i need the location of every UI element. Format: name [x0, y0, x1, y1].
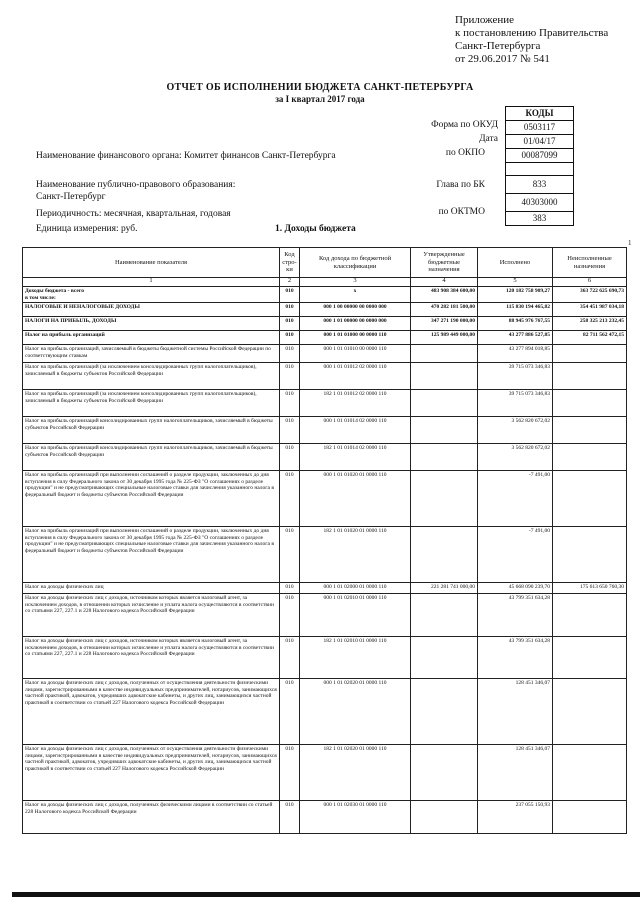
- row-line-code: 010: [280, 287, 300, 303]
- row-approved: 483 908 384 600,00: [411, 287, 478, 303]
- row-name: Налог на прибыль организаций, зачисляемый в бюджеты бюджетной системы Российской Федерации по соответствующим ставкам: [23, 345, 280, 363]
- row-name: Налог на доходы физических лиц с доходов, полученных от осуществления деятельности физическими лицами, зарегистрированными в качестве индивидуальных предпринимателей, нотариусов, занимающихся частной практикой, адвокатов, учредивших адвокатские кабинеты, и других лиц, занимающихся частной практикой в соответствии со статьей 227 Налогового кодекса Российской Федерации: [23, 745, 280, 801]
- row-line-code: 010: [280, 317, 300, 331]
- codes-box: [505, 106, 574, 226]
- row-executed: 120 182 758 909,27: [478, 287, 553, 303]
- bk-label: Глава по БК: [436, 180, 485, 190]
- row-income-code: x: [300, 287, 411, 303]
- row-income-code: 182 1 01 02020 01 0000 110: [300, 745, 411, 801]
- row-executed: 115 830 194 465,82: [478, 303, 553, 317]
- row-approved: [411, 637, 478, 679]
- row-unexecuted: [553, 745, 627, 801]
- col-number: 3: [300, 278, 411, 287]
- table-row: [23, 345, 627, 363]
- row-line-code: 010: [280, 363, 300, 390]
- row-executed: 39 715 073 346,83: [478, 363, 553, 390]
- col-header-executed: Исполнено: [478, 248, 553, 278]
- col-header-line: Код стро-ки: [280, 248, 300, 278]
- finance-organ-name: Наименование финансового органа: Комитет финансов Санкт-Петербурга: [36, 151, 336, 161]
- row-income-code: 000 1 01 01014 02 0000 110: [300, 417, 411, 444]
- codes-header: КОДЫ: [506, 107, 573, 121]
- table-row: [23, 583, 627, 594]
- table-row: [23, 444, 627, 471]
- row-executed: 3 562 820 672,02: [478, 417, 553, 444]
- scan-edge: [12, 892, 640, 897]
- row-approved: 125 989 449 000,00: [411, 331, 478, 345]
- row-name: Налог на прибыль организаций: [23, 331, 280, 345]
- report-period: за I квартал 2017 года: [275, 94, 365, 104]
- row-executed: 88 945 976 767,55: [478, 317, 553, 331]
- table-row: [23, 594, 627, 637]
- row-income-code: 000 1 01 02020 01 0000 110: [300, 679, 411, 745]
- row-name: НАЛОГОВЫЕ И НЕНАЛОГОВЫЕ ДОХОДЫ: [23, 303, 280, 317]
- appendix-line: Санкт-Петербурга: [455, 40, 541, 52]
- income-table: [22, 247, 627, 834]
- row-unexecuted: 363 722 625 690,73: [553, 287, 627, 303]
- row-approved: [411, 471, 478, 527]
- okpo-code: 00087099: [506, 149, 573, 163]
- entity-name: Санкт-Петербург: [36, 192, 106, 202]
- col-header-unexecuted: Неисполненные назначения: [553, 248, 627, 278]
- row-income-code: 182 1 01 02010 01 0000 110: [300, 637, 411, 679]
- row-income-code: 000 1 00 00000 00 0000 000: [300, 303, 411, 317]
- table-row: [23, 801, 627, 834]
- row-line-code: 010: [280, 471, 300, 527]
- section-title: 1. Доходы бюджета: [275, 224, 356, 234]
- page-mark: 1: [628, 239, 632, 247]
- row-unexecuted: [553, 527, 627, 583]
- row-name: Налог на прибыль организаций консолидированных групп налогоплательщиков, зачисляемый в бюджеты субъектов Российской Федерации: [23, 417, 280, 444]
- col-number: 2: [280, 278, 300, 287]
- row-line-code: 010: [280, 745, 300, 801]
- row-unexecuted: [553, 444, 627, 471]
- row-executed: 43 277 886 527,85: [478, 331, 553, 345]
- row-income-code: 000 1 01 01020 01 0000 110: [300, 471, 411, 527]
- date-code: 01/04/17: [506, 135, 573, 149]
- col-header-code: Код дохода по бюджетной классификации: [300, 248, 411, 278]
- table-row: [23, 331, 627, 345]
- row-line-code: 010: [280, 801, 300, 834]
- row-unexecuted: [553, 679, 627, 745]
- col-number: 5: [478, 278, 553, 287]
- row-unexecuted: 258 325 213 232,45: [553, 317, 627, 331]
- row-approved: [411, 363, 478, 390]
- row-unexecuted: [553, 390, 627, 417]
- appendix-line: Приложение: [455, 14, 515, 26]
- row-line-code: 010: [280, 527, 300, 583]
- row-approved: 347 271 190 000,00: [411, 317, 478, 331]
- row-income-code: 182 1 01 01014 02 0000 110: [300, 444, 411, 471]
- okud-label: Форма по ОКУД: [431, 120, 498, 130]
- row-executed: 128 451 346,07: [478, 745, 553, 801]
- table-row: [23, 527, 627, 583]
- row-name: Налог на прибыль организаций (за исключением консолидированных групп налогоплательщиков), зачисляемый в бюджеты субъектов Российской Федерации: [23, 363, 280, 390]
- entity-name-label: Наименование публично-правового образования:: [36, 180, 236, 190]
- row-executed: -7 491,00: [478, 471, 553, 527]
- row-approved: [411, 345, 478, 363]
- table-row: [23, 287, 627, 303]
- row-income-code: 182 1 01 01012 02 0000 110: [300, 390, 411, 417]
- row-name: Налог на доходы физических лиц: [23, 583, 280, 594]
- row-line-code: 010: [280, 417, 300, 444]
- table-body: [23, 287, 627, 834]
- row-approved: 470 282 181 500,00: [411, 303, 478, 317]
- row-approved: [411, 679, 478, 745]
- row-unexecuted: [553, 801, 627, 834]
- table-row: [23, 390, 627, 417]
- row-unexecuted: [553, 471, 627, 527]
- row-income-code: 000 1 01 02010 01 0000 110: [300, 594, 411, 637]
- col-header-approved: Утвержденные бюджетные назначения: [411, 248, 478, 278]
- row-approved: [411, 594, 478, 637]
- codes-blank: [506, 163, 573, 176]
- row-approved: [411, 527, 478, 583]
- row-executed: 43 277 894 018,85: [478, 345, 553, 363]
- oktmo-code: 40303000: [506, 194, 573, 212]
- row-line-code: 010: [280, 444, 300, 471]
- table-row: [23, 417, 627, 444]
- okud-code: 0503117: [506, 121, 573, 135]
- row-executed: 237 055 150,93: [478, 801, 553, 834]
- row-unexecuted: [553, 594, 627, 637]
- row-executed: 3 562 820 672,02: [478, 444, 553, 471]
- row-unexecuted: 175 613 650 760,30: [553, 583, 627, 594]
- table-row: [23, 745, 627, 801]
- col-number: 1: [23, 278, 280, 287]
- table-row: [23, 679, 627, 745]
- date-label: Дата: [479, 134, 498, 144]
- row-name: Налог на доходы физических лиц с доходов, источником которых является налоговый агент, за исключением доходов, в отношении которых исчисление и уплата налога осуществляются в соответствии со статьями 227, 227.1 и 228 Налогового кодекса Российской Федерации: [23, 637, 280, 679]
- table-row: [23, 363, 627, 390]
- table-row: [23, 471, 627, 527]
- row-income-code: 000 1 01 02000 01 0000 110: [300, 583, 411, 594]
- row-income-code: 182 1 01 01020 01 0000 110: [300, 527, 411, 583]
- row-line-code: 010: [280, 594, 300, 637]
- okpo-label: по ОКПО: [445, 148, 485, 158]
- row-executed: 128 451 346,07: [478, 679, 553, 745]
- row-income-code: 000 1 01 01012 02 0000 110: [300, 363, 411, 390]
- row-name: Налог на прибыль организаций (за исключением консолидированных групп налогоплательщиков), зачисляемый в бюджеты субъектов Российской Федерации: [23, 390, 280, 417]
- table-row: [23, 317, 627, 331]
- row-line-code: 010: [280, 637, 300, 679]
- row-income-code: 000 1 01 00000 00 0000 000: [300, 317, 411, 331]
- row-name: Налог на доходы физических лиц с доходов, полученных физическими лицами в соответствии со статьей 228 Налогового кодекса Российской Федерации: [23, 801, 280, 834]
- row-line-code: 010: [280, 345, 300, 363]
- table-row: [23, 303, 627, 317]
- row-unexecuted: 82 711 562 472,15: [553, 331, 627, 345]
- row-approved: [411, 801, 478, 834]
- appendix-line: от 29.06.2017 № 541: [455, 53, 550, 65]
- row-unexecuted: [553, 363, 627, 390]
- row-approved: [411, 745, 478, 801]
- row-line-code: 010: [280, 583, 300, 594]
- row-executed: 45 668 090 239,70: [478, 583, 553, 594]
- report-title: ОТЧЕТ ОБ ИСПОЛНЕНИИ БЮДЖЕТА САНКТ-ПЕТЕРБУРГА: [166, 82, 474, 93]
- col-number: 6: [553, 278, 627, 287]
- col-number: 4: [411, 278, 478, 287]
- oktmo-label: по ОКТМО: [438, 207, 485, 217]
- row-name: Налог на прибыль организаций при выполнении соглашений о разделе продукции, заключенных до дня вступления в силу Федерального закона от 30 декабря 1995 года № 225-ФЗ "О соглашениях о разделе продукции" и не предусматривающих специальные налоговые ставки для зачисления указанного налога в федеральный бюджет и бюджеты субъектов Российской Федерации: [23, 527, 280, 583]
- row-name: Налог на доходы физических лиц с доходов, полученных от осуществления деятельности физическими лицами, зарегистрированными в качестве индивидуальных предпринимателей, нотариусов, занимающихся частной практикой, адвокатов, учредивших адвокатские кабинеты, и других лиц, занимающихся частной практикой в соответствии со статьей 227 Налогового кодекса Российской Федерации: [23, 679, 280, 745]
- row-executed: 43 799 351 634,28: [478, 594, 553, 637]
- row-income-code: 000 1 01 01010 00 0000 110: [300, 345, 411, 363]
- row-executed: 39 715 073 346,83: [478, 390, 553, 417]
- appendix-line: к постановлению Правительства: [455, 27, 609, 39]
- row-approved: [411, 444, 478, 471]
- row-unexecuted: 354 451 987 034,18: [553, 303, 627, 317]
- bk-code: 833: [506, 176, 573, 194]
- row-income-code: 000 1 01 01000 00 0000 110: [300, 331, 411, 345]
- row-unexecuted: [553, 417, 627, 444]
- appendix-block: [455, 14, 608, 66]
- row-unexecuted: [553, 637, 627, 679]
- row-name: Налог на прибыль организаций консолидированных групп налогоплательщиков, зачисляемый в бюджеты субъектов Российской Федерации: [23, 444, 280, 471]
- row-approved: [411, 390, 478, 417]
- table-row: [23, 637, 627, 679]
- row-income-code: 000 1 01 02030 01 0000 110: [300, 801, 411, 834]
- periodicity: Периодичность: месячная, квартальная, годовая: [36, 209, 231, 219]
- row-approved: 221 281 741 000,00: [411, 583, 478, 594]
- row-executed: 43 799 351 634,28: [478, 637, 553, 679]
- unit-code: 383: [506, 212, 573, 226]
- row-line-code: 010: [280, 390, 300, 417]
- unit-of-measure: Единица измерения: руб.: [36, 224, 138, 234]
- col-header-name: Наименование показателя: [23, 248, 280, 278]
- row-name: Доходы бюджета - всего в том числе:: [23, 287, 280, 303]
- row-approved: [411, 417, 478, 444]
- row-name: Налог на прибыль организаций при выполнении соглашений о разделе продукции, заключенных до дня вступления в силу Федерального закона от 30 декабря 1995 года № 225-ФЗ "О соглашениях о разделе продукции" и не предусматривающих специальные налоговые ставки для зачисления указанного налога в федеральный бюджет и бюджеты субъектов Российской Федерации: [23, 471, 280, 527]
- row-name: НАЛОГИ НА ПРИБЫЛЬ, ДОХОДЫ: [23, 317, 280, 331]
- row-line-code: 010: [280, 303, 300, 317]
- row-unexecuted: [553, 345, 627, 363]
- row-name: Налог на доходы физических лиц с доходов, источником которых является налоговый агент, за исключением доходов, в отношении которых исчисление и уплата налога осуществляются в соответствии со статьями 227, 227.1 и 228 Налогового кодекса Российской Федерации: [23, 594, 280, 637]
- row-line-code: 010: [280, 679, 300, 745]
- row-executed: -7 491,00: [478, 527, 553, 583]
- row-line-code: 010: [280, 331, 300, 345]
